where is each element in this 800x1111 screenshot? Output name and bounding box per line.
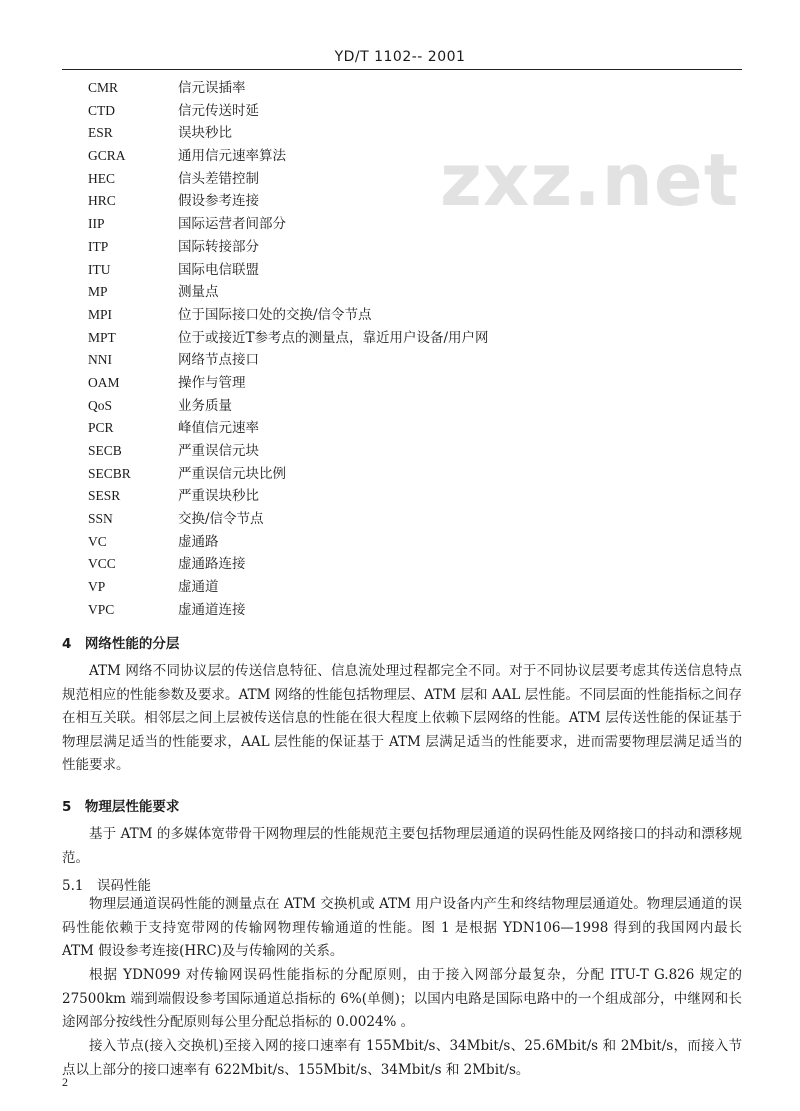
abbreviation-row (88, 327, 748, 350)
abbreviation-definition: 假设参考连接 (178, 193, 259, 210)
abbreviation-definition: 位于或接近T参考点的测量点，靠近用户设备/用户网 (178, 329, 489, 346)
abbreviation-code: HRC (88, 193, 116, 209)
abbreviation-code: VP (88, 579, 106, 595)
abbreviation-definition: 国际运营者间部分 (178, 216, 286, 233)
abbreviation-row (88, 508, 748, 531)
section-5-1-paragraph-1: 物理层通道误码性能的测量点在 ATM 交换机或 ATM 用户设备内产生和终结物理层通道处。物理层通道的误码性能依赖于支持宽带网的传输网物理传输通道的性能。图 1 是根据 YDN106—1998 得到的我国网内最长 ATM 假设参考连接(HRC)及与传输网的关系。 (62, 896, 742, 960)
abbreviation-row (88, 553, 748, 576)
abbreviation-code: SESR (88, 488, 121, 504)
abbreviation-code: HEC (88, 170, 115, 186)
abbreviation-code: VC (88, 533, 107, 549)
abbreviation-definition: 严重误块秒比 (178, 488, 259, 505)
section-5-paragraph: 基于 ATM 的多媒体宽带骨干网物理层的性能规范主要包括物理层通道的误码性能及网络接口的抖动和漂移规范。 (62, 826, 742, 866)
abbreviation-code: OAM (88, 374, 120, 390)
abbreviation-definition: 虚通道 (178, 579, 219, 596)
abbreviation-row (88, 372, 748, 395)
abbreviation-definition: 信头差错控制 (178, 170, 259, 187)
abbreviation-definition: 信元传送时延 (178, 102, 259, 119)
abbreviation-row (88, 122, 748, 145)
abbreviation-definition: 误块秒比 (178, 125, 232, 142)
abbreviation-row (88, 395, 748, 418)
abbreviation-row (88, 485, 748, 508)
abbreviation-row (88, 100, 748, 123)
abbreviation-row (88, 349, 748, 372)
abbreviation-definition: 严重误信元块比例 (178, 465, 286, 482)
abbreviation-row (88, 440, 748, 463)
standard-number: YD/T 1102-- 2001 (334, 49, 466, 65)
abbreviation-definition: 位于国际接口处的交换/信令节点 (178, 306, 372, 323)
abbreviation-row (88, 281, 748, 304)
abbreviation-code: CTD (88, 102, 115, 118)
abbreviation-definition: 操作与管理 (178, 374, 246, 391)
abbreviation-row (88, 463, 748, 486)
abbreviation-row (88, 531, 748, 554)
section-4-paragraph: ATM 网络不同协议层的传送信息特征、信息流处理过程都完全不同。对于不同协议层要考虑其传送信息特点规范相应的性能参数及要求。ATM 网络的性能包括物理层、ATM 层和 AAL 层性能。不同层面的性能指标之间存在相互关联。相邻层之间上层被传送信息的性能在很大程度上依赖下层网络的性能。ATM 层传送性能的保证基于物理层满足适当的性能要求，AAL 层性能的保证基于 ATM 层满足适当的性能要求，进而需要物理层满足适当的性能要求。 (62, 663, 742, 774)
abbreviation-code: SECB (88, 443, 122, 458)
abbreviation-row (88, 190, 748, 213)
abbreviation-definition: 业务质量 (178, 397, 232, 414)
abbreviation-definition: 信元误插率 (178, 80, 246, 96)
abbreviation-row (88, 236, 748, 259)
abbreviation-code: NNI (88, 352, 112, 368)
abbreviation-code: GCRA (88, 148, 126, 164)
abbreviation-row (88, 168, 748, 191)
abbreviation-code: CMR (88, 80, 119, 95)
abbreviation-definition: 国际转接部分 (178, 238, 259, 255)
abbreviation-row (88, 77, 748, 100)
abbreviation-row (88, 304, 748, 327)
section-5-1-heading: 5.1 误码性能 (62, 878, 151, 894)
section-5-1-paragraph-2: 根据 YDN099 对传输网误码性能指标的分配原则，由于接入网部分最复杂，分配 ITU-T G.826 规定的 27500km 端到端假设参考国际通道总指标的 6%(单侧)；以国内电路是国际电路中的一个组成部分，中继网和长途网部分按线性分配原则每公里分配总指标的 0.0024% 。 (62, 967, 742, 1031)
page-header (0, 34, 800, 70)
abbreviation-definition: 测量点 (178, 284, 219, 301)
abbreviation-row (88, 417, 748, 440)
abbreviation-definition: 交换/信令节点 (178, 511, 264, 528)
abbreviation-code: ESR (88, 125, 113, 141)
abbreviation-code: MP (88, 284, 108, 300)
abbreviation-code: SECBR (88, 465, 131, 481)
abbreviation-row (88, 213, 748, 236)
abbreviation-definition: 通用信元速率算法 (178, 148, 286, 165)
abbreviation-code: QoS (88, 397, 113, 413)
abbreviation-code: MPI (88, 306, 113, 322)
abbreviation-code: ITU (88, 261, 111, 277)
section-5-heading: 5 物理层性能要求 (62, 799, 180, 815)
section-4-heading: 4 网络性能的分层 (62, 636, 180, 652)
abbreviation-definition: 网络节点接口 (178, 352, 259, 369)
abbreviation-row (88, 145, 748, 168)
abbreviation-code: SSN (88, 511, 113, 527)
header-rule (62, 69, 742, 70)
abbreviation-definition: 虚通路 (178, 533, 219, 550)
abbreviation-definition: 虚通路连接 (178, 556, 246, 573)
abbreviation-code: VCC (88, 556, 116, 572)
abbreviation-definition: 虚通道连接 (178, 601, 246, 618)
abbreviation-code: MPT (88, 329, 116, 345)
page-number: 2 (62, 1075, 68, 1089)
abbreviation-row (88, 259, 748, 282)
abbreviation-row (88, 599, 748, 622)
watermark: zxz.net (440, 138, 740, 222)
abbreviation-code: PCR (88, 420, 114, 436)
abbreviation-code: IIP (88, 216, 105, 232)
abbreviation-definition: 严重误信元块 (178, 443, 259, 459)
abbreviation-row (88, 576, 748, 599)
abbreviation-code: VPC (88, 601, 115, 617)
abbreviation-definition: 峰值信元速率 (178, 420, 259, 437)
section-5-1-paragraph-3: 接入节点(接入交换机)至接入网的接口速率有 155Mbit/s、34Mbit/s、25.6Mbit/s 和 2Mbit/s，而接入节点以上部分的接口速率有 622Mbit/s、155Mbit/s、34Mbit/s 和 2Mbit/s。 (62, 1038, 742, 1078)
abbreviation-definition: 国际电信联盟 (178, 261, 259, 278)
abbreviation-list (88, 77, 748, 622)
abbreviation-code: ITP (88, 238, 109, 254)
